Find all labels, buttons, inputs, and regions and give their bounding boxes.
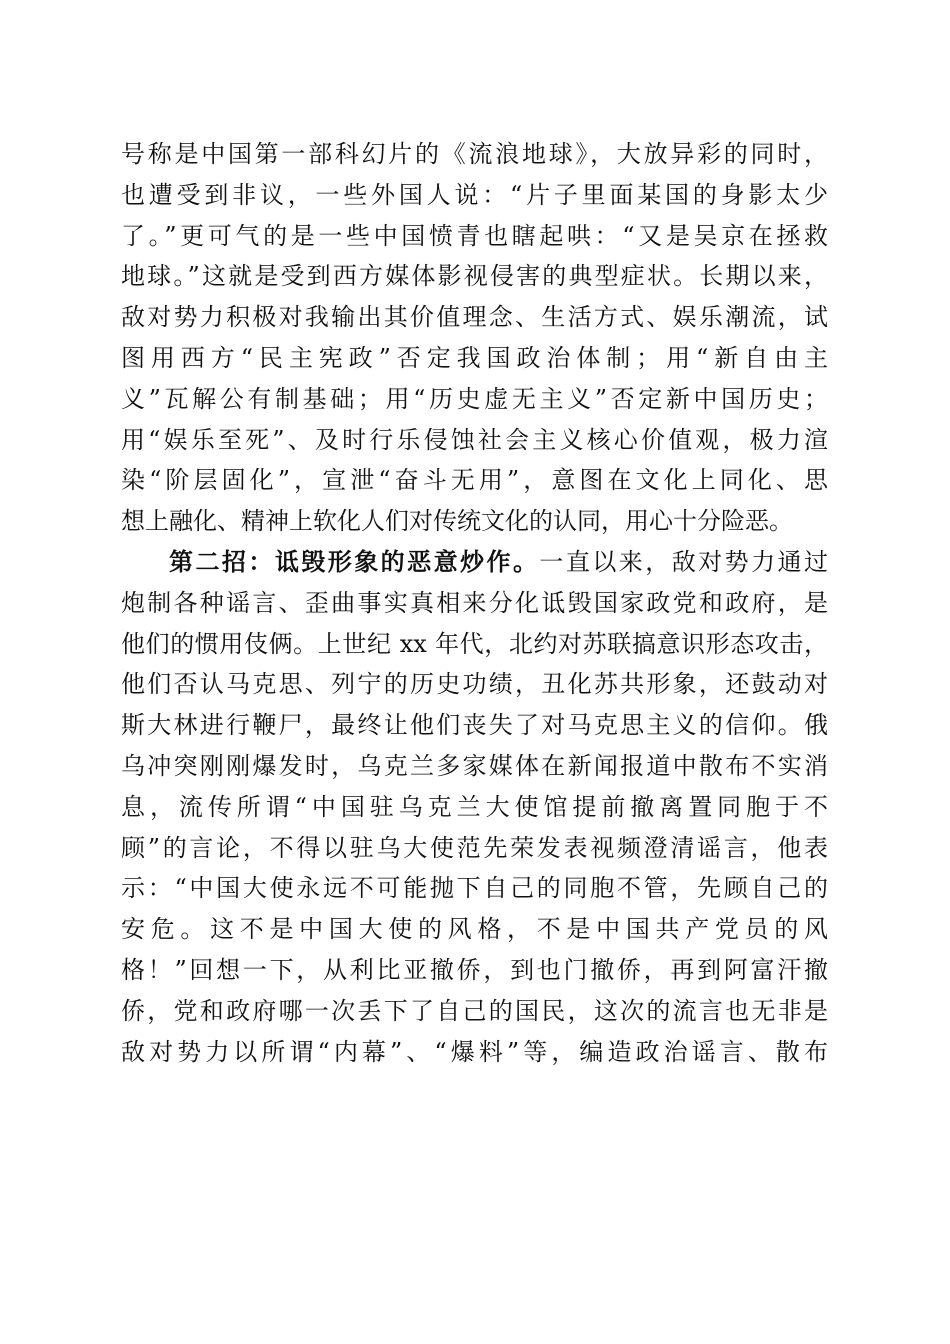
paragraph-line: 他们的惯用伎俩。上世纪 xx 年代，北约对苏联搞意识形态攻击， bbox=[121, 629, 828, 658]
paragraph-line: 了。”更可气的是一些中国愤青也瞎起哄：“又是吴京在拯救 bbox=[121, 221, 828, 250]
paragraph-line: 用“娱乐至死”、及时行乐侵蚀社会主义核心价值观，极力渲 bbox=[121, 425, 828, 454]
paragraph-line: 他们否认马克思、列宁的历史功绩，丑化苏共形象，还鼓动对 bbox=[121, 670, 828, 699]
paragraph-line: 侨，党和政府哪一次丢下了自己的国民，这次的流言也无非是 bbox=[121, 996, 828, 1025]
paragraph-line: 息，流传所谓“中国驻乌克兰大使馆提前撤离置同胞于不 bbox=[121, 792, 828, 821]
paragraph-line: 顾”的言论，不得以驻乌大使范先荣发表视频澄清谣言，他表 bbox=[121, 833, 828, 862]
paragraph-line: 敌对势力以所谓“内幕”、“爆料”等，编造政治谣言、散布 bbox=[121, 1037, 828, 1066]
paragraph-line: 染“阶层固化”，宣泄“奋斗无用”，意图在文化上同化、思 bbox=[121, 466, 828, 495]
paragraph-2 bbox=[121, 542, 828, 1072]
paragraph-line: 图用西方“民主宪政”否定我国政治体制；用“新自由主 bbox=[121, 343, 828, 372]
paragraph-first-line bbox=[121, 542, 828, 583]
paragraph-line-text: 一直以来，敌对势力通过 bbox=[539, 547, 828, 576]
paragraph-line: 想上融化、精神上软化人们对传统文化的认同，用心十分险恶。 bbox=[121, 507, 793, 536]
section-heading: 第二招：诋毁形象的恶意炒作。 bbox=[169, 546, 540, 576]
paragraph-line: 也遭受到非议，一些外国人说：“片子里面某国的身影太少 bbox=[121, 180, 828, 209]
paragraph-line: 号称是中国第一部科幻片的《流浪地球》，大放异彩的同时， bbox=[121, 140, 828, 168]
paragraph-line: 斯大林进行鞭尸，最终让他们丧失了对马克思主义的信仰。俄 bbox=[121, 711, 828, 740]
paragraph-line: 安危。这不是中国大使的风格，不是中国共产党员的风 bbox=[121, 915, 828, 944]
paragraph-1 bbox=[121, 134, 828, 542]
paragraph-line: 义”瓦解公有制基础；用“历史虚无主义”否定新中国历史； bbox=[121, 384, 828, 413]
paragraph-line: 炮制各种谣言、歪曲事实真相来分化诋毁国家政党和政府，是 bbox=[121, 588, 828, 617]
paragraph-line: 乌冲突刚刚爆发时，乌克兰多家媒体在新闻报道中散布不实消 bbox=[121, 751, 828, 780]
document-body bbox=[121, 134, 828, 1072]
paragraph-line: 示：“中国大使永远不可能抛下自己的同胞不管，先顾自己的 bbox=[121, 874, 828, 903]
paragraph-line: 敌对势力积极对我输出其价值理念、生活方式、娱乐潮流，试 bbox=[121, 303, 828, 332]
paragraph-line: 地球。”这就是受到西方媒体影视侵害的典型症状。长期以来， bbox=[121, 262, 828, 291]
paragraph-line: 格！”回想一下，从利比亚撤侨，到也门撤侨，再到阿富汗撤 bbox=[121, 955, 828, 984]
